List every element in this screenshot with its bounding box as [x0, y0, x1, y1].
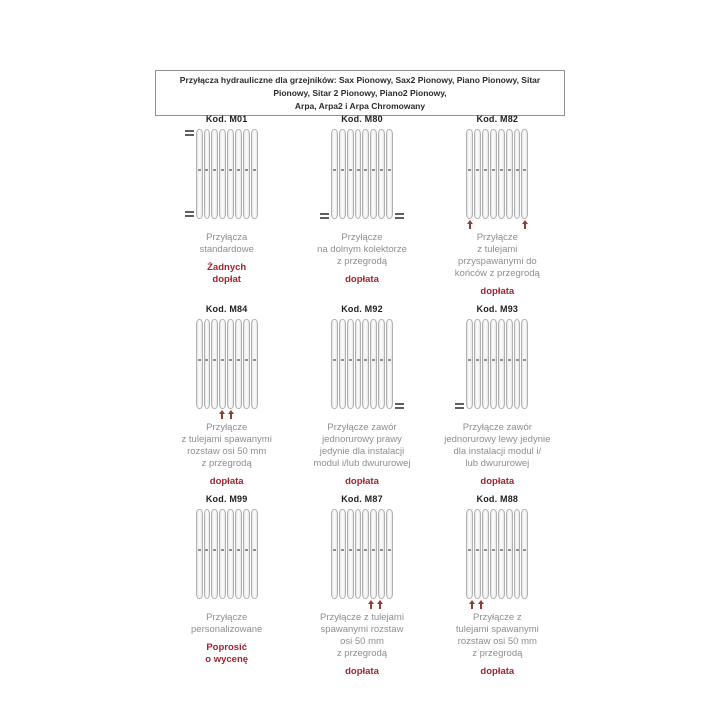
radiator-diagram	[466, 129, 528, 219]
products-grid	[159, 114, 565, 684]
radiator-tube	[219, 509, 226, 599]
radiator-body	[331, 129, 393, 219]
price-note	[480, 286, 514, 298]
note-line: dopłata	[209, 475, 244, 487]
description-line: z przegrodą	[336, 647, 388, 659]
radiator-tube	[490, 509, 497, 599]
description-line: z tulejami spawanymi	[181, 433, 272, 445]
product-code: Kod. M99	[205, 494, 248, 504]
product-description	[199, 232, 253, 256]
product-description	[320, 612, 404, 660]
radiator-tube	[514, 319, 521, 409]
radiator-tube	[196, 509, 203, 599]
description-line: Przyłącze	[206, 422, 248, 433]
note-line: dopłata	[480, 475, 515, 487]
description-line: dla instalacji modul i/	[453, 445, 542, 457]
product-description	[444, 422, 550, 470]
description-line: przyspawanymi do	[457, 255, 537, 267]
radiator-diagram	[331, 319, 393, 409]
description-line: Przyłącze zawór	[462, 422, 532, 433]
radiator-tube	[235, 509, 242, 599]
radiator-tube	[227, 509, 234, 599]
connection-valve-icon	[395, 213, 404, 219]
note-line: Żadnych	[207, 261, 247, 273]
radiator-diagram	[466, 319, 528, 409]
radiator-body	[466, 319, 528, 409]
radiator-tube	[362, 319, 369, 409]
radiator-tube	[378, 509, 385, 599]
connection-valve-icon	[320, 213, 329, 219]
product-code: Kod. M82	[476, 114, 519, 124]
radiator-tube	[490, 319, 497, 409]
radiator-tube	[482, 319, 489, 409]
radiator-tube	[370, 129, 377, 219]
radiator-tube	[227, 319, 234, 409]
description-line: Przyłącze	[206, 612, 248, 623]
radiator-tube	[211, 129, 218, 219]
product-card	[430, 494, 565, 684]
radiator-tube	[251, 129, 258, 219]
radiator-diagram	[196, 129, 258, 219]
connection-valve-icon	[185, 211, 194, 217]
radiator-tube	[211, 509, 218, 599]
price-note	[345, 476, 379, 488]
radiator-tube	[514, 129, 521, 219]
product-code: Kod. M80	[341, 114, 383, 124]
radiator-tube	[378, 129, 385, 219]
radiator-diagram	[196, 509, 258, 599]
price-note	[480, 476, 514, 488]
radiator-tube	[355, 319, 362, 409]
radiator-body	[331, 319, 393, 409]
price-note	[210, 476, 244, 488]
radiator-tube	[339, 509, 346, 599]
radiator-tube	[196, 129, 203, 219]
product-card	[430, 114, 565, 304]
radiator-tube	[514, 509, 521, 599]
connection-arrow-icon	[521, 220, 528, 230]
radiator-tube	[243, 129, 250, 219]
product-code: Kod. M88	[476, 494, 519, 504]
header-line-1: Przyłącza hydrauliczne dla grzejników: Sax Pionowy, Sax2 Pionowy, Piano Pionowy, Sitar Pionowy, Sitar 2 Pionowy, Piano2 Pionowy,	[179, 75, 541, 98]
product-description	[317, 232, 407, 268]
radiator-tube	[251, 319, 258, 409]
product-description	[313, 422, 410, 470]
radiator-tube	[235, 319, 242, 409]
product-card	[294, 114, 429, 304]
radiator-tube	[243, 319, 250, 409]
radiator-body	[196, 509, 258, 599]
radiator-tube	[227, 129, 234, 219]
radiator-tube	[506, 319, 513, 409]
radiator-tube	[466, 509, 473, 599]
connection-valve-icon	[395, 403, 404, 409]
radiator-tube	[521, 319, 528, 409]
description-line: personalizowane	[191, 623, 263, 635]
radiator-tube	[362, 129, 369, 219]
product-code: Kod. M92	[341, 304, 383, 314]
radiator-body	[466, 129, 528, 219]
radiator-tube	[339, 129, 346, 219]
description-line: modul i/lub dwururowej	[313, 457, 411, 469]
description-line: Przyłącze	[341, 232, 383, 243]
product-card	[159, 494, 294, 684]
description-line: rozstaw osi 50 mm	[187, 445, 267, 457]
description-line: z przegrodą	[201, 457, 252, 469]
note-line: dopłata	[480, 665, 515, 677]
radiator-tube	[482, 509, 489, 599]
product-description	[455, 232, 540, 280]
radiator-tube	[204, 509, 211, 599]
radiator-tube	[498, 129, 505, 219]
note-line: dopłata	[345, 665, 379, 677]
radiator-tube	[482, 129, 489, 219]
product-code: Kod. M01	[205, 114, 248, 124]
radiator-body	[196, 319, 258, 409]
radiator-tube	[466, 129, 473, 219]
header-line-2: Arpa, Arpa2 i Arpa Chromowany	[294, 100, 426, 111]
radiator-tube	[474, 129, 481, 219]
product-code: Kod. M84	[205, 304, 248, 314]
product-description	[456, 612, 539, 660]
connection-valve-icon	[455, 403, 464, 409]
description-line: rozstaw osi 50 mm	[457, 635, 537, 647]
connection-arrow-icon	[377, 600, 384, 610]
note-line: dopłat	[212, 274, 241, 286]
radiator-tube	[521, 509, 528, 599]
radiator-diagram	[331, 509, 393, 599]
radiator-tube	[219, 129, 226, 219]
radiator-tube	[498, 319, 505, 409]
description-line: na dolnym kolektorze	[317, 243, 407, 255]
description-line: z przegrodą	[472, 647, 523, 659]
product-card	[159, 114, 294, 304]
description-line: z przegrodą	[336, 255, 388, 267]
radiator-tube	[204, 129, 211, 219]
radiator-tube	[506, 129, 513, 219]
radiator-tube	[506, 509, 513, 599]
radiator-tube	[370, 319, 377, 409]
radiator-tube	[466, 319, 473, 409]
radiator-tube	[211, 319, 218, 409]
radiator-tube	[196, 319, 203, 409]
radiator-diagram	[466, 509, 528, 599]
radiator-body	[196, 129, 258, 219]
radiator-body	[331, 509, 393, 599]
radiator-tube	[370, 509, 377, 599]
radiator-tube	[347, 509, 354, 599]
connection-arrow-icon	[368, 600, 375, 610]
product-code: Kod. M87	[341, 494, 383, 504]
radiator-tube	[331, 509, 338, 599]
product-description	[182, 422, 272, 470]
note-line: dopłata	[345, 475, 379, 487]
radiator-tube	[521, 129, 528, 219]
description-line: lub dwururowej	[465, 457, 530, 469]
connection-arrow-icon	[477, 600, 484, 610]
description-line: z tulejami	[477, 243, 518, 255]
price-note	[345, 666, 379, 678]
connection-arrow-icon	[466, 220, 473, 230]
description-line: jednorurowy prawy	[322, 433, 402, 445]
product-card	[159, 304, 294, 494]
radiator-tube	[219, 319, 226, 409]
description-line: jednorurowy lewy jedynie	[444, 433, 551, 445]
description-line: Przyłącza	[206, 232, 248, 243]
radiator-tube	[490, 129, 497, 219]
radiator-tube	[355, 509, 362, 599]
radiator-tube	[386, 319, 393, 409]
description-line: jedynie dla instalacji	[319, 445, 405, 457]
radiator-tube	[331, 319, 338, 409]
page-header	[155, 70, 565, 116]
description-line: spawanymi rozstaw	[320, 623, 404, 635]
radiator-tube	[347, 129, 354, 219]
product-card	[430, 304, 565, 494]
radiator-tube	[378, 319, 385, 409]
radiator-tube	[339, 319, 346, 409]
radiator-diagram	[196, 319, 258, 409]
radiator-tube	[347, 319, 354, 409]
radiator-diagram	[331, 129, 393, 219]
connection-valve-icon	[185, 130, 194, 136]
note-line: o wycenę	[205, 654, 249, 666]
radiator-tube	[243, 509, 250, 599]
note-line: dopłata	[345, 273, 379, 285]
description-line: Przyłącze z tulejami	[320, 612, 404, 623]
connection-arrow-icon	[219, 410, 226, 420]
description-line: osi 50 mm	[340, 635, 384, 647]
description-line: Przyłącze z	[473, 612, 522, 623]
radiator-tube	[204, 319, 211, 409]
connection-arrow-icon	[228, 410, 235, 420]
product-card	[294, 304, 429, 494]
price-note	[207, 262, 246, 287]
price-note	[345, 274, 379, 286]
radiator-tube	[355, 129, 362, 219]
radiator-tube	[386, 129, 393, 219]
product-card	[294, 494, 429, 684]
price-note	[205, 642, 248, 667]
product-code: Kod. M93	[476, 304, 519, 314]
description-line: standardowe	[199, 243, 254, 255]
radiator-tube	[498, 509, 505, 599]
radiator-tube	[474, 509, 481, 599]
description-line: końców z przegrodą	[454, 267, 540, 279]
product-description	[191, 612, 262, 636]
radiator-tube	[362, 509, 369, 599]
radiator-body	[466, 509, 528, 599]
description-line: Przyłącze zawór	[327, 422, 397, 433]
radiator-tube	[386, 509, 393, 599]
description-line: tulejami spawanymi	[455, 623, 539, 635]
price-note	[480, 666, 514, 678]
note-line: dopłata	[480, 285, 515, 297]
radiator-tube	[331, 129, 338, 219]
radiator-tube	[251, 509, 258, 599]
note-line: Poprosić	[206, 641, 247, 653]
connection-arrow-icon	[468, 600, 475, 610]
description-line: Przyłącze	[476, 232, 518, 243]
radiator-tube	[474, 319, 481, 409]
radiator-tube	[235, 129, 242, 219]
